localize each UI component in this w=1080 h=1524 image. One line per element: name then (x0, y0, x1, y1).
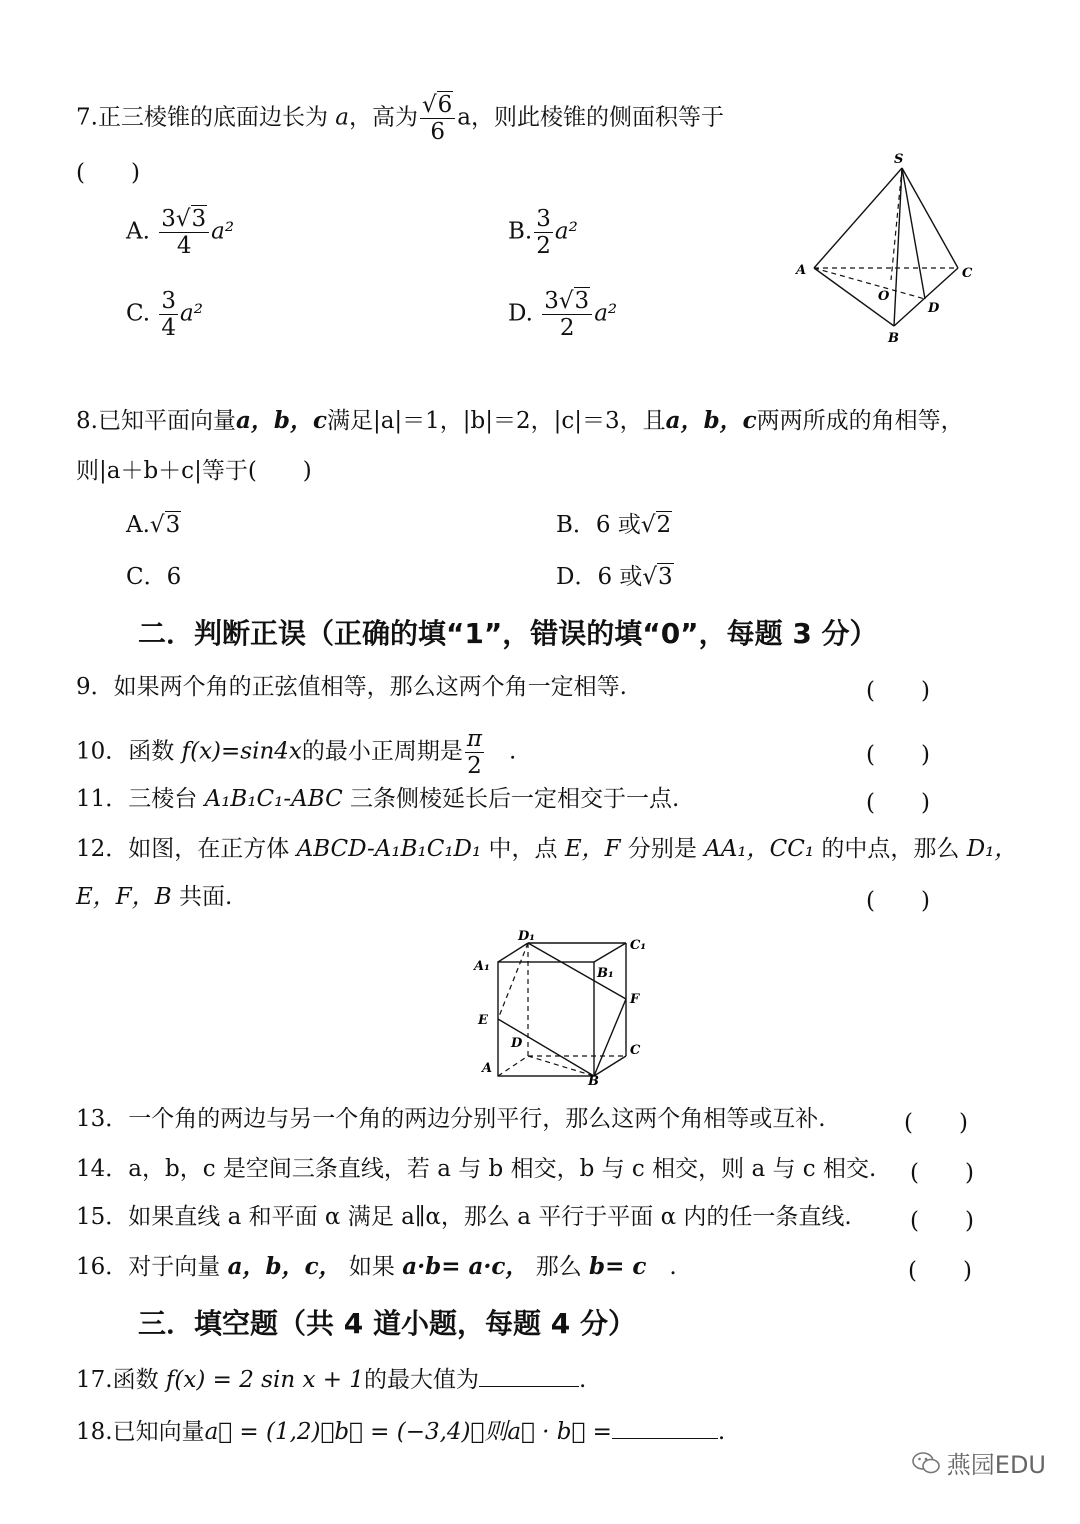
q12-line1: 12．如图，在正方体 ABCD-A₁B₁C₁D₁ 中，点 E，F 分别是 AA₁，CC₁ 的中点，那么 D₁， (76, 836, 1018, 862)
q8-option-b: B．6 或√2 (556, 512, 672, 538)
hidden-section-d1-e (498, 943, 528, 1019)
q13-paren: ( ) (904, 1110, 968, 1136)
q17-text: 17.函数 f(x) = 2 sin x + 1的最大值为 . (76, 1364, 586, 1395)
q18-text: 18.已知向量a⃗ = (1,2)，b⃗ = (−3,4)，则a⃗ · b⃗ = . (76, 1416, 725, 1447)
q7-height-fraction: $\frac{√6}{6}$ (420, 92, 455, 145)
q11-text: 11．三棱台 A₁B₁C₁-ABC 三条侧棱延长后一定相交于一点. (76, 786, 680, 812)
label-f: F (630, 992, 640, 1007)
label-d1: D₁ (518, 929, 535, 944)
q8-option-c: C．6 (126, 564, 182, 590)
label-d: D (928, 301, 940, 316)
cube-figure (466, 926, 666, 1090)
label-a1: A₁ (474, 959, 490, 974)
label-c1: C₁ (630, 938, 647, 953)
hidden-edge-a-d (498, 1056, 528, 1076)
q14-text: 14．a，b，c 是空间三条直线，若 a 与 b 相交，b 与 c 相交，则 a 与 c 相交. (76, 1156, 877, 1182)
q15-text: 15．如果直线 a 和平面 α 满足 a∥α，那么 a 平行于平面 α 内的任一条直线. (76, 1204, 852, 1230)
q8-option-a: A.√3 (126, 512, 181, 538)
pyramid-figure (780, 148, 980, 348)
q11-paren: ( ) (866, 790, 930, 816)
q8-line2: 则|a＋b＋c|等于( ) (76, 458, 312, 484)
label-d: D (511, 1036, 523, 1051)
label-c: C (962, 266, 973, 281)
q16-text: 16．对于向量 a，b，c， 如果 a·b= a·c， 那么 b= c . (76, 1253, 677, 1280)
q7-answer-paren: ( ) (76, 160, 140, 186)
edge-sb (894, 168, 902, 326)
hidden-diagonal-d-b (528, 1056, 594, 1076)
q7-option-a: A. $\frac{3√3}{4}$ a² (126, 206, 235, 259)
section-3-heading: 三．填空题（共 4 道小题，每题 4 分） (138, 1307, 636, 1340)
q9-paren: ( ) (866, 678, 930, 704)
edge-a1-d1 (498, 943, 528, 962)
section-f-b (594, 999, 626, 1076)
edge-bc (894, 268, 958, 326)
q7-stem: 7.正三棱锥的底面边长为 a，高为 $\frac{√6}{6}$ a，则此棱锥的侧面积等于 (76, 92, 724, 145)
label-a: A (482, 1061, 493, 1076)
q13-text: 13．一个角的两边与另一个角的两边分别平行，那么这两个角相等或互补. (76, 1106, 826, 1132)
hidden-median-ad (814, 268, 925, 299)
edge-b1-c1 (594, 943, 626, 962)
q10-paren: ( ) (866, 742, 930, 768)
q14-paren: ( ) (910, 1160, 974, 1186)
q17-answer-blank[interactable] (479, 1364, 579, 1387)
q18-answer-blank[interactable] (612, 1416, 718, 1439)
label-b: B (888, 331, 899, 346)
label-a: A (796, 263, 807, 278)
label-e: E (478, 1013, 488, 1028)
q12-paren: ( ) (866, 888, 930, 914)
q10-text: 10．函数 f(x)=sin4x的最小正周期是 $\frac{\pi}{2}$ . (76, 726, 517, 779)
q15-paren: ( ) (910, 1208, 974, 1234)
q12-line2: E，F，B 共面. (76, 884, 233, 910)
label-b: B (588, 1074, 599, 1089)
q8-line1: 8.已知平面向量a，b，c满足|a|＝1，|b|＝2，|c|＝3，且a，b，c两两所成的角相等， (76, 407, 964, 434)
wechat-icon (911, 1450, 941, 1476)
watermark: 燕园EDU (911, 1445, 1046, 1480)
q7-option-d: D. $\frac{3√3}{2}$ a² (508, 288, 618, 341)
q7-option-c: C. $\frac{3}{4}$ a² (126, 288, 203, 341)
edge-sa (814, 168, 902, 268)
label-b1: B₁ (597, 966, 614, 981)
section-2-heading: 二．判断正误（正确的填“1”，错误的填“0”，每题 3 分） (138, 617, 878, 650)
cube-front-face (498, 962, 594, 1076)
q9-text: 9．如果两个角的正弦值相等，那么这两个角一定相等. (76, 674, 627, 700)
label-o: O (878, 289, 890, 304)
q8-option-d: D．6 或√3 (556, 564, 673, 590)
label-s: S (894, 152, 904, 167)
q7-option-b: B. $\frac{3}{2}$ a² (508, 206, 578, 259)
label-c: C (630, 1043, 641, 1058)
q16-paren: ( ) (908, 1258, 972, 1284)
